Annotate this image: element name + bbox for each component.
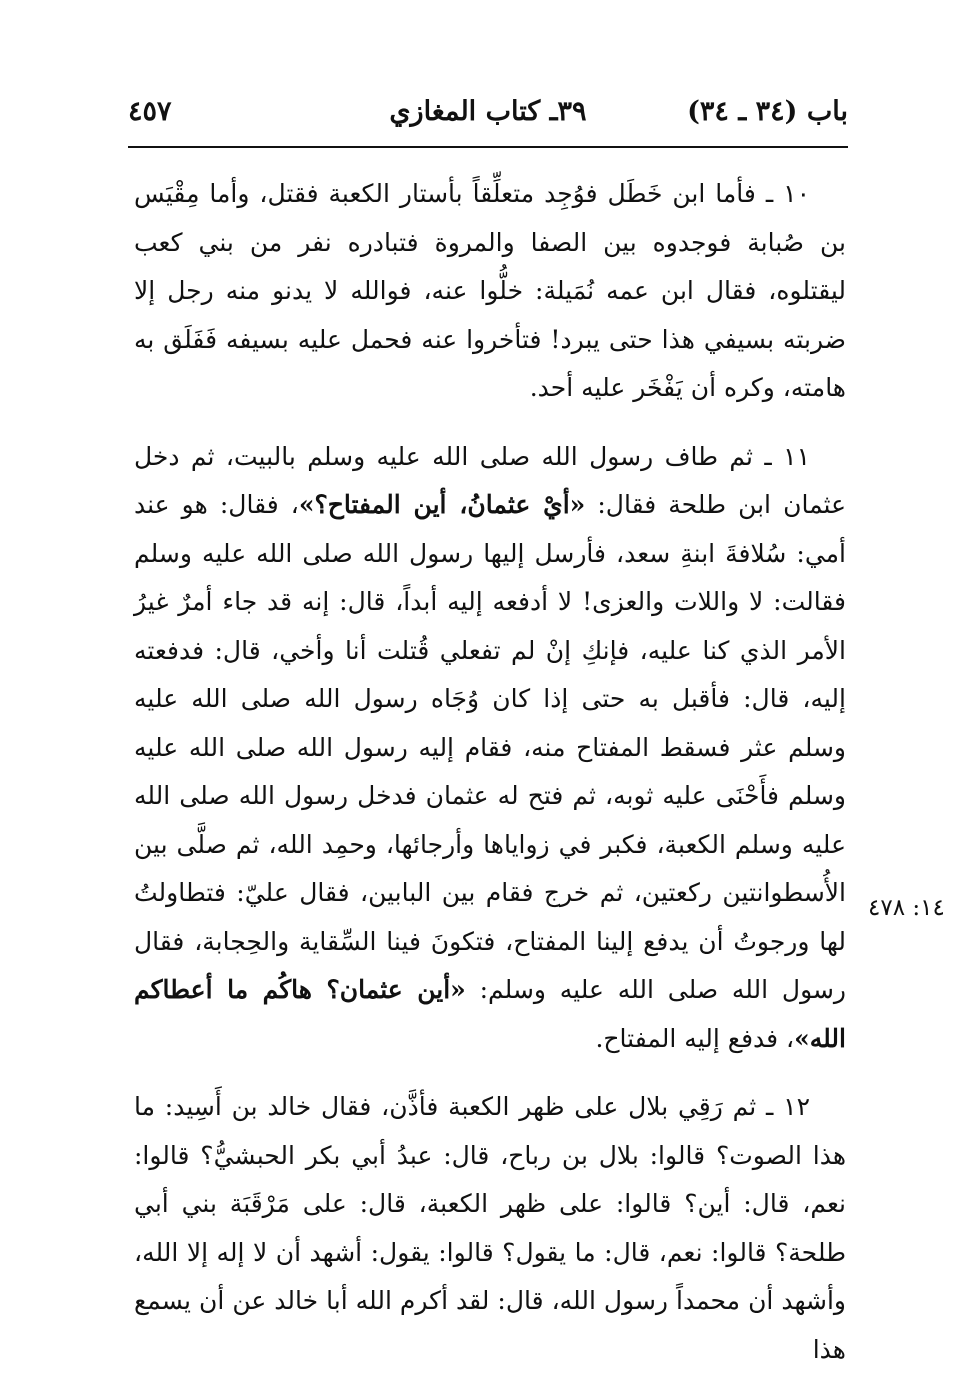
- body-text: [134, 170, 846, 1394]
- paragraph-12: ١٢ ـ ثم رَقِي بلال على ظهر الكعبة فأذَّن، فقال خالد بن أَسِيد: ما هذا الصوت؟ قالوا: بلال بن رباح، قال: عبدُ أبي بكر الحبشيُّ؟ قالوا: نعم، قال: أين؟ قالوا: على ظهر الكعبة، قال: على مَرْقَبَة بني أبي طلحة؟ قالوا: نعم، قال: ما يقول؟ قالوا: يقول: أشهد أن لا إله إلا الله، وأشهد أن محمداً رسول الله، قال: لقد أكرم الله أبا خالد عن أن يسمع هذا: [134, 1092, 846, 1364]
- hadith-quote-1: «أيْ عثمانُ، أين المفتاح؟»: [298, 490, 586, 519]
- page-header: [128, 92, 848, 142]
- hadith-quote-2: «أين عثمان؟ هاكُم ما أعطاكم الله»: [134, 975, 846, 1053]
- paragraph-11-part-c: ، فقال: هو عند أمي: سُلافةَ ابنةِ سعد، فأرسل إليها رسول الله صلى الله عليه وسلم فقالت: لا واللات والعزى! لا أدفعه إليه أبداً، قال: إنه قد جاء أمرٌ غيرُ الأمر الذي كنا عليه، فإنكِ إنْ لم تفعلي قُتلت أنا وأخي، قال: فدفعته إليه، قال: فأقبل به حتى إذا كان وُجَاه رسول الله صلى الله عليه وسلم عثر فسقط المفتاح منه، فقام إليه رسول الله صلى الله عليه وسلم فأَحْنَى عليه ثوبه، ثم فتح له عثمان فدخل رسول الله صلى الله عليه وسلم الكعبة، فكبر في زواياها وأرجائها، وحمِد الله، ثم صلَّى بين الأُسطوانتين ركعتين، ثم خرج فقام بين البابين، فقال عليّ: فتطاولتُ لها ورجوتُ أن يدفع إلينا المفتاح، فتكونَ فينا السِّقاية والحِجابة، فقال رسول الله صلى الله عليه وسلم:: [134, 490, 846, 1004]
- page-number: ٤٥٧: [128, 96, 172, 127]
- paragraph-11: [134, 433, 846, 1064]
- chapter-range: باب (٣٤ ـ ٣٤): [687, 96, 848, 127]
- book-title: ٣٩ـ كتاب المغازي: [389, 96, 587, 127]
- paragraph-11-part-a: ١١ ـ ثم طاف رسول الله صلى الله عليه وسلم بالبيت، ثم دخل عثمان ابن طلحة فقال:: [134, 441, 846, 519]
- header-divider: [128, 146, 848, 148]
- paragraph-11-part-e: ، فدفع إليه المفتاح.: [595, 1023, 795, 1053]
- paragraph-10: ١٠ ـ فأما ابن خَطَل فوُجِد متعلِّقاً بأستار الكعبة فقتل، وأما مِقْيَس بن صُبابة فوجدوه بين الصفا والمروة فتبادره نفر من بني كعب ليقتلوه، فقال ابن عمه نُمَيلة: خلُّوا عنه، فوالله لا يدنو منه رجل إلا ضربته بسيفي هذا حتى يبرد! فتأخروا عنه فحمل عليه بسيفه فَفَلَق به هامته، وكره أن يَفْخَر عليه أحد.: [134, 179, 846, 402]
- margin-reference: ١٤: ٤٧٨: [868, 895, 945, 921]
